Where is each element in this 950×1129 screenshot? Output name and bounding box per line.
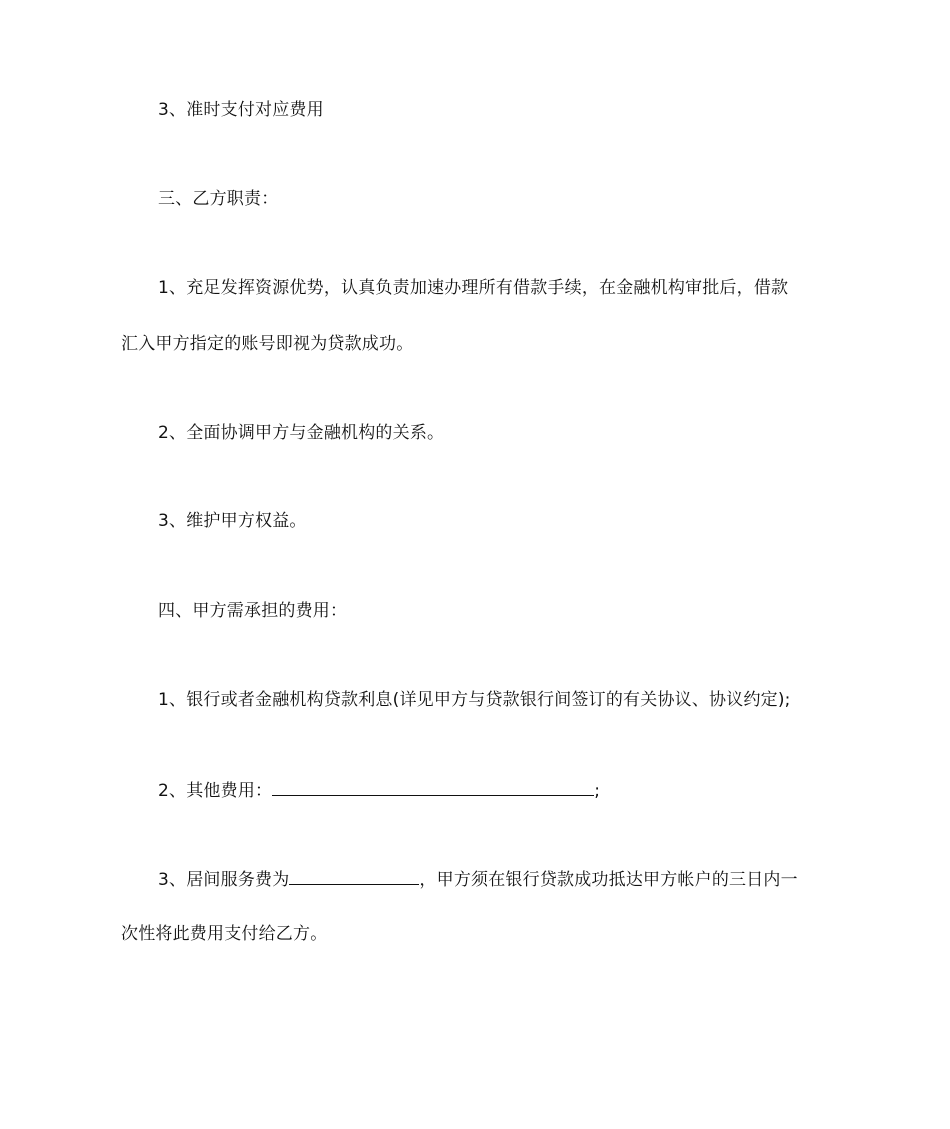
duty-item-3: 3、维护甲方权益。 (158, 511, 307, 531)
duty-item-1-line-2: 汇入甲方指定的账号即视为贷款成功。 (121, 334, 414, 354)
fee-item-3-label: 3、居间服务费为 (158, 870, 290, 890)
fee-item-2 (158, 778, 600, 802)
fee-item-3-text: ，甲方须在银行贷款成功抵达甲方帐户的三日内一 (419, 870, 798, 890)
section-heading-party-a-fees: 四、甲方需承担的费用： (158, 601, 348, 621)
fee-item-3-line-2: 次性将此费用支付给乙方。 (121, 924, 328, 944)
fee-item-2-suffix: ; (594, 781, 601, 801)
section-heading-party-b-duties: 三、乙方职责： (158, 189, 279, 209)
fee-item-1: 1、银行或者金融机构贷款利息(详见甲方与贷款银行间签订的有关协议、协议约定); (158, 690, 791, 710)
fee-item-2-label: 2、其他费用： (158, 781, 273, 801)
fee-item-3-line-1 (158, 867, 798, 891)
duty-item-1-line-1: 1、充足发挥资源优势，认真负责加速办理所有借款手续，在金融机构审批后，借款 (158, 278, 789, 298)
paragraph-pay-fees: 3、准时支付对应费用 (158, 100, 324, 120)
duty-item-2: 2、全面协调甲方与金融机构的关系。 (158, 423, 445, 443)
service-fee-blank-field[interactable] (289, 867, 419, 885)
other-fees-blank-field[interactable] (272, 778, 594, 796)
